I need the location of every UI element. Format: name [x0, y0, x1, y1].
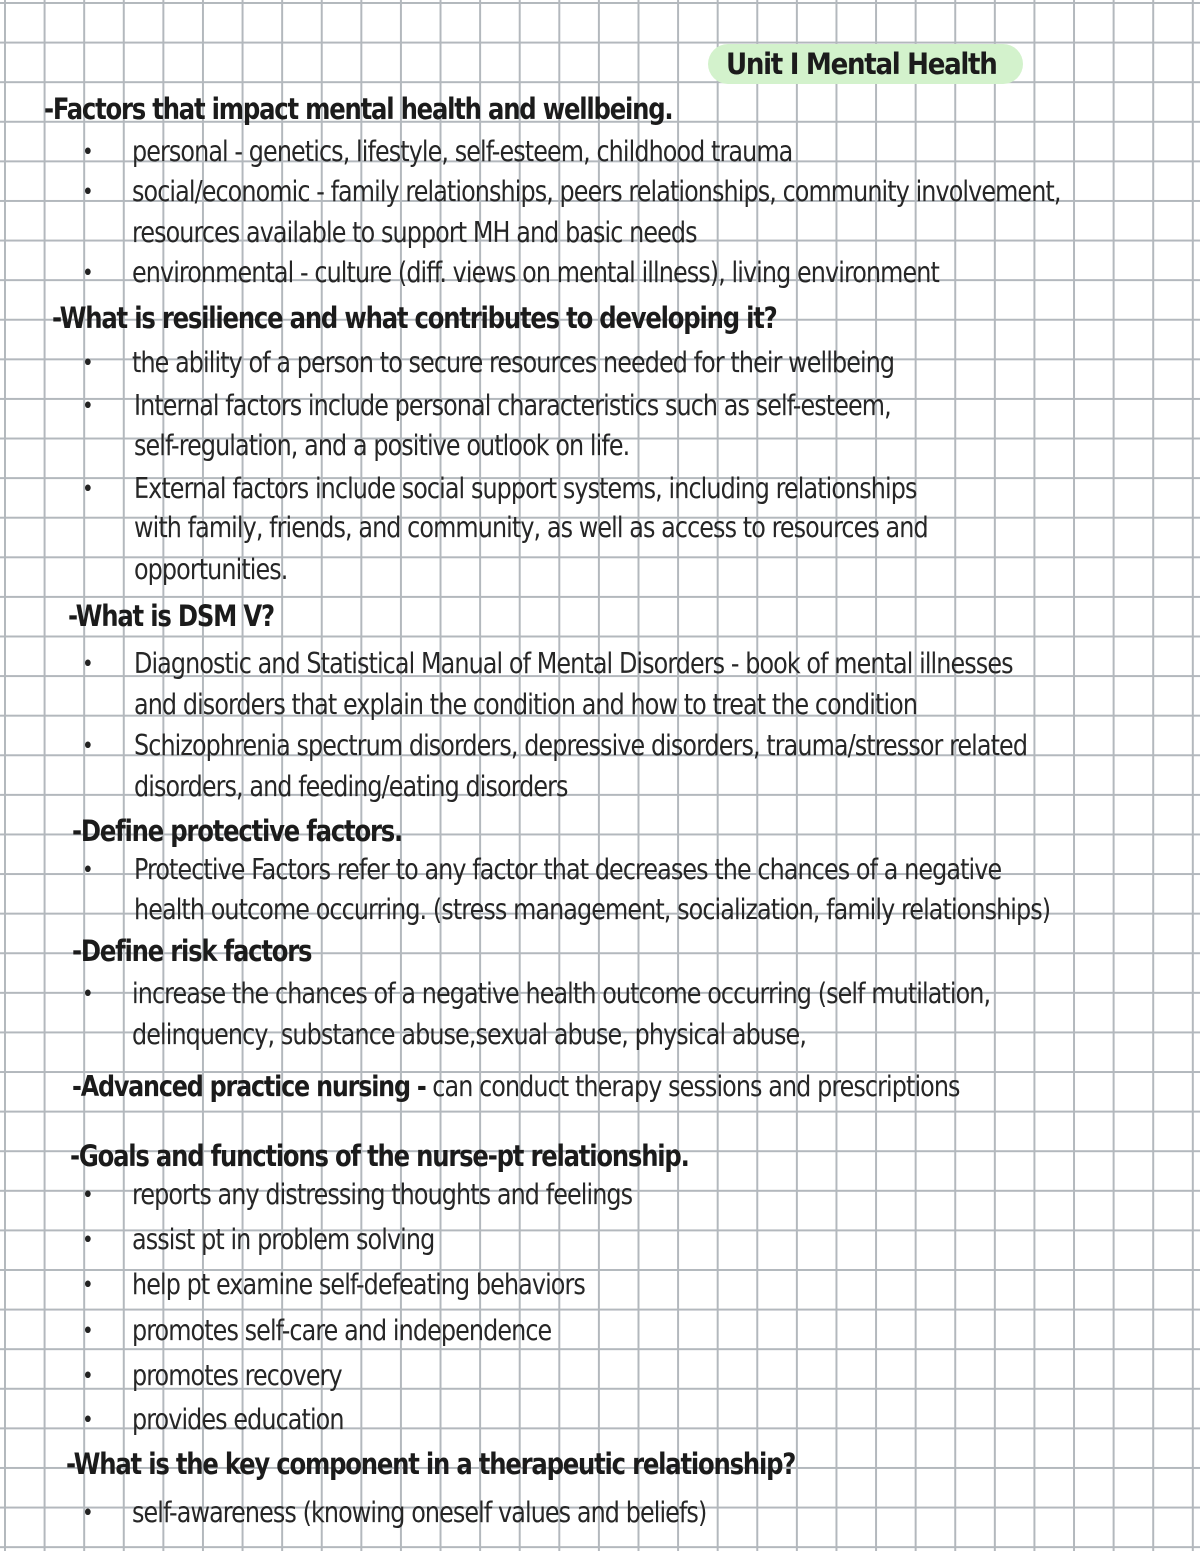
item-text: Diagnostic and Statistical Manual of Mental Disorders - book of mental illnesses [134, 647, 1013, 681]
item-text: social/economic - family relationships, peers relationships, community involvement, [132, 175, 1061, 209]
item-text: health outcome occurring. (stress management, socialization, family relationships) [134, 893, 1051, 927]
bullet: • [82, 734, 94, 759]
heading-protective: -Define protective factors. [72, 815, 403, 849]
item-text: self-awareness (knowing oneself values and beliefs) [132, 1496, 707, 1530]
item-text: External factors include social support systems, including relationships [134, 472, 917, 506]
item-text: promotes recovery [132, 1359, 342, 1393]
item-text: reports any distressing thoughts and feelings [132, 1178, 633, 1212]
item-text: resources available to support MH and basic needs [132, 216, 697, 250]
bullet: • [82, 1228, 94, 1253]
item-text: provides education [132, 1403, 344, 1437]
heading-goals: -Goals and functions of the nurse-pt relationship. [70, 1140, 689, 1174]
bullet: • [82, 140, 94, 165]
page-title: Unit I Mental Health [726, 47, 997, 81]
bullet: • [82, 1364, 94, 1389]
bullet: • [82, 1183, 94, 1208]
heading-risk: -Define risk factors [72, 935, 312, 969]
item-text: increase the chances of a negative health outcome occurring (self mutilation, [132, 977, 991, 1011]
bullet: • [82, 394, 94, 419]
item-text: self-regulation, and a positive outlook on life. [134, 429, 630, 463]
advanced-practice-line [72, 1070, 960, 1103]
item-text: environmental - culture (diff. views on mental illness), living environment [132, 256, 939, 290]
item-text: the ability of a person to secure resources needed for their wellbeing [132, 346, 895, 380]
heading-key-component: -What is the key component in a therapeutic relationship? [66, 1448, 796, 1482]
item-text: Schizophrenia spectrum disorders, depressive disorders, trauma/stressor related [134, 729, 1028, 763]
item-text: opportunities. [134, 553, 288, 587]
heading-advanced-practice: -Advanced practice nursing - [72, 1070, 426, 1104]
item-text: and disorders that explain the condition and how to treat the condition [134, 688, 918, 722]
item-text: help pt examine self-defeating behaviors [132, 1268, 585, 1302]
bullet: • [82, 858, 94, 883]
bullet: • [82, 982, 94, 1007]
bullet: • [82, 1408, 94, 1433]
bullet: • [82, 1273, 94, 1298]
item-text: Protective Factors refer to any factor that decreases the chances of a negative [134, 853, 1002, 887]
item-text: assist pt in problem solving [132, 1223, 435, 1257]
item-text: disorders, and feeding/eating disorders [134, 770, 568, 804]
item-text: promotes self-care and independence [132, 1314, 552, 1348]
heading-dsm: -What is DSM V? [68, 600, 274, 634]
bullet: • [82, 351, 94, 376]
advanced-practice-text: can conduct therapy sessions and prescriptions [425, 1070, 960, 1104]
bullet: • [82, 261, 94, 286]
bullet: • [82, 180, 94, 205]
bullet: • [82, 1319, 94, 1344]
item-text: with family, friends, and community, as well as access to resources and [134, 511, 928, 545]
heading-resilience: -What is resilience and what contributes to developing it? [52, 302, 777, 336]
item-text: Internal factors include personal characteristics such as self-esteem, [134, 389, 891, 423]
bullet: • [82, 477, 94, 502]
heading-factors: -Factors that impact mental health and wellbeing. [44, 93, 673, 127]
item-text: personal - genetics, lifestyle, self-esteem, childhood trauma [132, 135, 793, 169]
bullet: • [82, 652, 94, 677]
bullet: • [82, 1501, 94, 1526]
item-text: delinquency, substance abuse,sexual abuse, physical abuse, [132, 1018, 806, 1052]
